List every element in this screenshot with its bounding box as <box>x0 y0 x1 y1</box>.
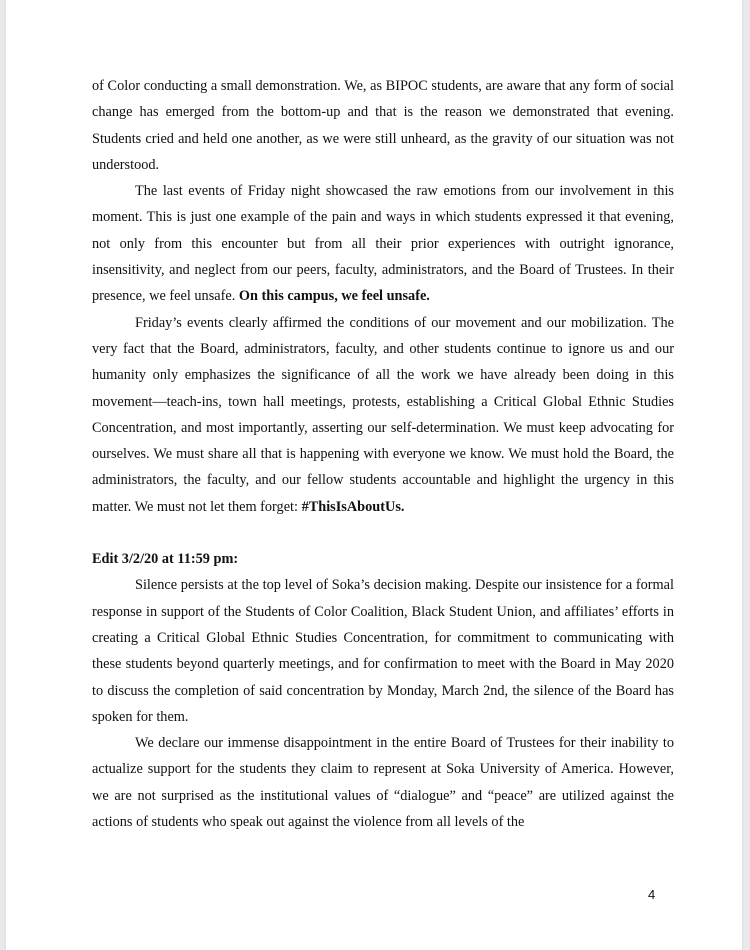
paragraph-friday-night-emphasis: On this campus, we feel unsafe. <box>238 288 430 305</box>
paragraph-disappointment: We declare our immense disappointment in the entire Board of Trustees for their inability to actualize support for the students they claim to represent at Soka University of America. However, we are not surprised as the institutional values of “dialogue” and “peace” are utilized against the actions of students who speak out against the violence from all levels of the <box>92 735 674 831</box>
paragraph-friday-night-text: The last events of Friday night showcased the raw emotions from our involvement in this moment. This is just one example of the pain and ways in which students expressed it that evening, not only from this encounter but from all their prior experiences with outright ignorance, insensitivity, and neglect from our peers, faculty, administrators, and the Board of Trustees. In their presence, we feel unsafe. <box>92 183 674 305</box>
document-body <box>92 73 674 835</box>
paragraph-friday-events-text: Friday’s events clearly affirmed the conditions of our movement and our mobilization. The very fact that the Board, administrators, faculty, and other students continue to ignore us and our humanity only emphasizes the significance of all the work we have already been doing in this movement—teach-ins, town hall meetings, protests, establishing a Critical Global Ethnic Studies Concentration, and most importantly, asserting our self-determination. We must keep advocating for ourselves. We must share all that is happening with everyone we know. We must hold the Board, the administrators, the faculty, and our fellow students accountable and highlight the urgency in this matter. We must not let them forget: <box>92 314 674 515</box>
paragraph-silence: Silence persists at the top level of Soka’s decision making. Despite our insistence for a formal response in support of the Students of Color Coalition, Black Student Union, and affiliates’ efforts in creating a Critical Global Ethnic Studies Concentration, for commitment to communicating with these students beyond quarterly meetings, and for confirmation to meet with the Board in May 2020 to discuss the completion of said concentration by Monday, March 2nd, the silence of the Board has spoken for them. <box>92 577 674 725</box>
paragraph-friday-night <box>92 178 674 309</box>
document-page <box>6 0 742 950</box>
hashtag-this-is-about-us: #ThisIsAboutUs. <box>301 498 405 515</box>
paragraph-continuation: of Color conducting a small demonstration. We, as BIPOC students, are aware that any form of social change has emerged from the bottom-up and that is the reason we demonstrated that evening. Students cried and held one another, as we were still unheard, as the gravity of our situation was not understood. <box>92 78 674 173</box>
edit-heading: Edit 3/2/20 at 11:59 pm: <box>92 551 239 568</box>
paragraph-friday-events <box>92 310 674 520</box>
page-number: 4 <box>648 887 656 902</box>
